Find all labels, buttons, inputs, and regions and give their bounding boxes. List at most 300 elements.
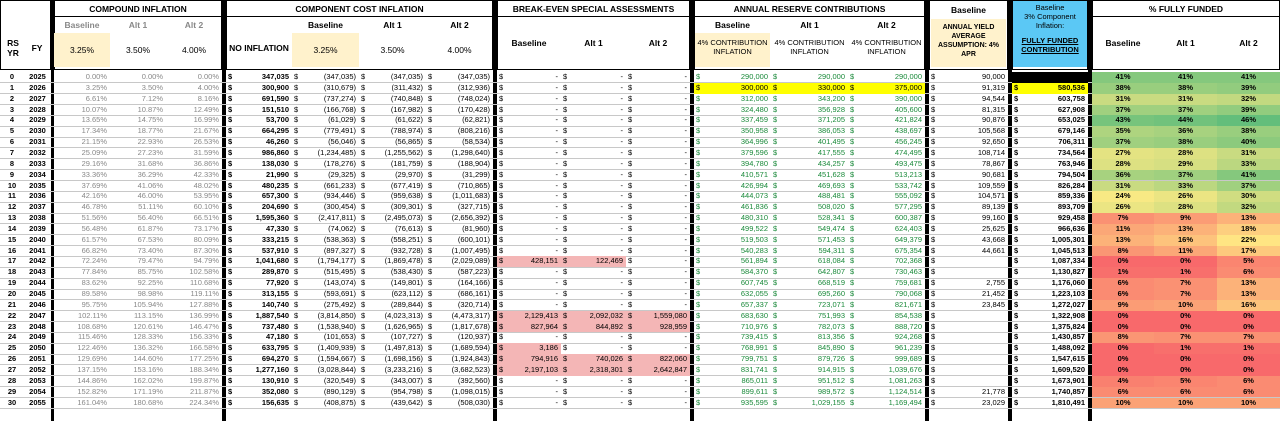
cost-inflated-value: (538,430) (390, 267, 423, 277)
dollar-sign: $ (294, 223, 299, 233)
dollar-sign: $ (563, 82, 568, 92)
pct-fully-funded (1154, 289, 1217, 300)
break-even-assessment-value: - (620, 137, 623, 147)
compound-inflation (110, 354, 166, 365)
fully-funded-contribution-value: 794,504 (1057, 169, 1085, 179)
compound-inflation (166, 105, 222, 116)
reserve-contribution (771, 213, 848, 224)
dollar-sign: $ (563, 234, 568, 244)
dollar-sign: $ (931, 321, 936, 331)
break-even-assessment-value: - (684, 256, 687, 266)
cost-no-inflation (226, 191, 292, 202)
reserve-contribution (848, 148, 925, 159)
reserve-contribution (771, 343, 848, 354)
cost-inflated-value: (2,029,089) (451, 256, 490, 266)
compound-inflation (166, 376, 222, 387)
cost-inflated (359, 343, 426, 354)
reserve-contribution (771, 72, 848, 83)
cost-inflated-value: (170,428) (457, 104, 490, 114)
cost-inflated (292, 246, 359, 257)
pct-fully-funded-value: 13% (1115, 234, 1131, 244)
dollar-sign: $ (294, 147, 299, 157)
pct-fully-funded-value: 10% (1177, 397, 1193, 407)
break-even-assessment-value: - (555, 289, 558, 298)
break-even-assessment-value: - (620, 343, 623, 353)
break-even-assessment (497, 181, 561, 192)
fully-funded-contribution-value: 1,488,092 (1051, 343, 1085, 353)
pct-fully-funded-value: 5% (1180, 375, 1191, 385)
pct-fully-funded (1092, 137, 1154, 148)
dollar-sign: $ (228, 278, 233, 288)
compound-inflation (54, 289, 110, 300)
cost-inflated-value: (61,622) (395, 115, 423, 125)
compound-inflation (110, 235, 166, 246)
dollar-sign: $ (361, 104, 366, 114)
dollar-sign: $ (696, 375, 701, 385)
compound-inflation (110, 398, 166, 409)
compound-inflation-value: 89.58% (81, 289, 107, 298)
fy (24, 148, 51, 159)
annual-yield (929, 83, 1008, 94)
cost-inflated (426, 300, 493, 311)
reserve-contribution (694, 83, 771, 94)
dollar-sign: $ (931, 354, 936, 364)
cost-inflated-value: (897,327) (323, 245, 356, 255)
dollar-sign: $ (1014, 115, 1019, 125)
break-even-assessment-value: - (620, 375, 623, 385)
dollar-sign: $ (696, 278, 701, 288)
comp-rate-0: 3.25% (54, 33, 110, 67)
dollar-sign: $ (428, 115, 433, 125)
break-even-assessment-value: - (684, 82, 687, 92)
pct-fully-funded-value: 7% (1180, 289, 1191, 298)
break-even-assessment (561, 105, 626, 116)
break-even-assessment (497, 105, 561, 116)
break-even-assessment (561, 115, 626, 126)
fully-funded-contribution (1012, 343, 1088, 354)
compound-inflation-value: 136.32% (133, 343, 163, 353)
compound-inflation-value: 22.93% (137, 137, 163, 147)
fully-funded-contribution-value: 859,336 (1057, 191, 1085, 201)
cost-inflated (426, 289, 493, 300)
rs-yr (0, 289, 24, 300)
fully-funded-contribution-value: 893,709 (1057, 202, 1085, 212)
compound-inflation-value: 0.00% (197, 72, 219, 81)
cost-inflated (426, 322, 493, 333)
dollar-sign: $ (628, 364, 633, 374)
break-even-assessment-value: - (684, 180, 687, 190)
break-even-assessment-value: - (555, 137, 558, 147)
rs-yr-value: 3 (9, 104, 15, 114)
cost-inflated-value: (62,821) (462, 115, 490, 125)
dollar-sign: $ (228, 147, 233, 157)
dollar-sign: $ (294, 397, 299, 407)
reserve-contribution (694, 267, 771, 278)
pct-fully-funded-value: 0% (1117, 310, 1129, 320)
compound-inflation-value: 161.04% (77, 397, 107, 407)
reserve-contribution-value: 668,519 (817, 278, 845, 288)
dollar-sign: $ (628, 289, 633, 298)
cost-inflated (426, 213, 493, 224)
break-even-assessment-value: 122,469 (595, 256, 623, 266)
fully-funded-contribution (1012, 202, 1088, 213)
cost-inflated (292, 137, 359, 148)
rs-yr (0, 387, 24, 398)
break-even-assessment-value: - (684, 202, 687, 212)
pct-fully-funded (1217, 94, 1280, 105)
compound-inflation (110, 289, 166, 300)
cost-inflated (359, 289, 426, 300)
compound-inflation (110, 159, 166, 170)
dollar-sign: $ (773, 245, 778, 255)
dollar-sign: $ (228, 397, 233, 407)
reserve-contribution-value: 951,512 (817, 375, 845, 385)
compound-inflation (166, 289, 222, 300)
pct-fully-funded-value: 0% (1117, 364, 1129, 374)
dollar-sign: $ (428, 223, 433, 233)
pct-fully-funded-value: 10% (1115, 397, 1131, 407)
break-even-assessment-value: - (555, 375, 558, 385)
fy (24, 83, 51, 94)
cost-inflated (359, 72, 426, 83)
dollar-sign: $ (499, 354, 504, 364)
dollar-sign: $ (499, 158, 504, 168)
compound-inflation-value: 67.53% (137, 234, 163, 244)
pct-fully-funded-value: 11% (1115, 223, 1131, 233)
break-even-assessment (626, 300, 690, 311)
cost-inflated-value: (149,801) (390, 278, 423, 288)
cost-inflated (292, 332, 359, 343)
pct-fully-funded (1154, 148, 1217, 159)
compound-inflation (54, 83, 110, 94)
cost-inflated (426, 94, 493, 105)
dollar-sign: $ (294, 332, 299, 342)
reserve-contribution-value: 290,000 (894, 72, 922, 81)
annual-yield (929, 267, 1008, 278)
compound-inflation (110, 148, 166, 159)
dollar-sign: $ (499, 397, 504, 407)
reserve-contribution (848, 191, 925, 202)
cost-inflated (292, 300, 359, 311)
fy-value: 2038 (29, 213, 46, 223)
reserve-contribution (771, 126, 848, 137)
ff-header-box (1013, 1, 1087, 67)
dollar-sign: $ (361, 169, 366, 179)
cost-no-inflation (226, 159, 292, 170)
cost-header-1: Baseline (308, 20, 343, 30)
cost-no-inflation-value: 480,235 (261, 180, 289, 190)
break-even-assessment (626, 181, 690, 192)
reserve-contribution (694, 72, 771, 83)
fy (24, 105, 51, 116)
cost-inflated (359, 398, 426, 409)
ff-line-1: Baseline (1035, 3, 1065, 12)
compound-inflation (110, 105, 166, 116)
rs-yr-value: 13 (7, 213, 17, 223)
reserve-contribution-value: 474,495 (894, 147, 922, 157)
compound-inflation (110, 343, 166, 354)
fully-funded-contribution (1012, 191, 1088, 202)
break-even-assessment (561, 181, 626, 192)
pct-fully-funded (1154, 72, 1217, 83)
dollar-sign: $ (228, 93, 233, 103)
reserve-contribution (848, 300, 925, 311)
break-even-assessment (561, 289, 626, 300)
fy-value: 2049 (29, 332, 46, 342)
pct-fully-funded (1092, 202, 1154, 213)
cost-inflated-value: (558,251) (390, 234, 423, 244)
reserve-contribution (848, 256, 925, 267)
cost-no-inflation-value: 737,480 (261, 321, 289, 331)
reserve-contribution (848, 181, 925, 192)
reserve-contribution (848, 354, 925, 365)
fully-funded-contribution (1012, 224, 1088, 235)
annual-yield-value: 104,571 (977, 191, 1005, 201)
pct-fully-funded-value: 0% (1243, 364, 1254, 374)
annual-yield-value: 91,319 (982, 82, 1005, 92)
dollar-sign: $ (850, 115, 855, 125)
pct-fully-funded-value: 37% (1177, 169, 1193, 179)
break-even-assessment-value: - (555, 299, 558, 309)
dollar-sign: $ (628, 278, 633, 288)
dollar-sign: $ (563, 267, 568, 277)
cost-inflated-value: (347,035) (390, 72, 423, 81)
rs-yr-value: 30 (7, 397, 17, 407)
cost-inflated-value: (593,691) (323, 289, 356, 298)
rs-yr (0, 246, 24, 257)
break-even-assessment (626, 322, 690, 333)
fully-funded-contribution (1012, 115, 1088, 126)
cost-rate-1: 3.25% (292, 33, 359, 67)
cost-rate-2: 3.50% (380, 45, 405, 55)
compound-inflation-value: 115.46% (77, 332, 107, 342)
cost-inflated-value: (4,023,313) (384, 310, 423, 320)
pct-fully-funded-value: 13% (1177, 223, 1193, 233)
reserve-contribution (694, 354, 771, 365)
rs-yr (0, 267, 24, 278)
reserve-contribution (771, 159, 848, 170)
cost-no-inflation (226, 365, 292, 376)
cost-no-inflation-value: 204,690 (261, 202, 289, 212)
dollar-sign: $ (361, 343, 366, 353)
reserve-contribution-value: 657,337 (740, 299, 768, 309)
pct-fully-funded-value: 38% (1177, 137, 1193, 147)
res-header-2: Alt 2 (877, 20, 896, 30)
fy-value: 2055 (29, 397, 46, 407)
pct-fully-funded (1217, 191, 1280, 202)
break-even-assessment (626, 235, 690, 246)
reserve-contribution (694, 376, 771, 387)
reserve-contribution-value: 759,681 (894, 278, 922, 288)
annual-yield (929, 365, 1008, 376)
reserve-contribution-value: 1,169,494 (888, 397, 922, 407)
pct-fully-funded-value: 33% (1240, 158, 1256, 168)
fy (24, 170, 51, 181)
dollar-sign: $ (563, 397, 568, 407)
cost-inflated (426, 343, 493, 354)
cost-inflated (426, 115, 493, 126)
annual-yield-value: 44,661 (982, 245, 1005, 255)
reserve-contribution (848, 246, 925, 257)
dollar-sign: $ (361, 278, 366, 288)
dollar-sign: $ (696, 267, 701, 277)
rs-yr-value: 2 (9, 93, 15, 103)
break-even-assessment (626, 267, 690, 278)
dollar-sign: $ (1014, 93, 1019, 103)
compound-inflation-value: 51.11% (138, 202, 163, 212)
dollar-sign: $ (1014, 397, 1019, 407)
dollar-sign: $ (628, 234, 633, 244)
break-even-assessment (561, 246, 626, 257)
dollar-sign: $ (499, 223, 504, 233)
fy-value: 2036 (29, 191, 46, 201)
compound-inflation (110, 137, 166, 148)
dollar-sign: $ (428, 343, 433, 353)
cost-inflated-value: (538,363) (323, 234, 356, 244)
dollar-sign: $ (773, 202, 778, 212)
pct-fully-funded (1092, 191, 1154, 202)
break-even-assessment-value: - (555, 386, 558, 396)
compound-inflation-value: 72.24% (81, 256, 107, 266)
dollar-sign: $ (850, 223, 855, 233)
dollar-sign: $ (628, 223, 633, 233)
pct-fully-funded (1092, 289, 1154, 300)
dollar-sign: $ (773, 364, 778, 374)
pct-fully-funded (1092, 83, 1154, 94)
compound-inflation (110, 322, 166, 333)
fully-funded-contribution-value: 1,223,103 (1051, 289, 1085, 298)
compound-inflation-value: 73.17% (193, 223, 219, 233)
break-even-assessment (497, 332, 561, 343)
dollar-sign: $ (361, 364, 366, 374)
fy (24, 213, 51, 224)
break-even-assessment-value: - (555, 223, 558, 233)
pct-fully-funded (1092, 213, 1154, 224)
break-even-assessment-value: - (555, 126, 558, 136)
pct-fully-funded (1092, 365, 1154, 376)
cost-inflated-value: (932,728) (390, 245, 423, 255)
dollar-sign: $ (294, 256, 299, 266)
annual-yield (929, 343, 1008, 354)
break-even-assessment-value: - (684, 375, 687, 385)
reserve-contribution (694, 300, 771, 311)
fy-value: 2040 (29, 234, 46, 244)
dollar-sign: $ (628, 332, 633, 342)
reserve-contribution-value: 549,474 (817, 223, 845, 233)
pct-fully-funded-value: 30% (1240, 191, 1256, 201)
fy (24, 278, 51, 289)
cost-inflated (426, 365, 493, 376)
pct-fully-funded-value: 10% (1240, 397, 1256, 407)
reserve-contribution-value: 999,689 (894, 354, 922, 364)
pct-fully-funded (1154, 354, 1217, 365)
dollar-sign: $ (1014, 278, 1019, 288)
dollar-sign: $ (773, 397, 778, 407)
compound-inflation (110, 126, 166, 137)
cost-no-inflation (226, 354, 292, 365)
dollar-sign: $ (428, 321, 433, 331)
fy-value: 2054 (29, 386, 46, 396)
cost-inflated (292, 213, 359, 224)
pct-fully-funded-value: 39% (1240, 104, 1256, 114)
compound-inflation-value: 162.02% (133, 375, 163, 385)
dollar-sign: $ (1014, 169, 1019, 179)
pct-fully-funded-value: 11% (1178, 245, 1193, 255)
dollar-sign: $ (361, 202, 366, 212)
break-even-assessment-value: - (555, 115, 558, 125)
dollar-sign: $ (1014, 267, 1019, 277)
fully-funded-contribution (1012, 94, 1088, 105)
pct-fully-funded-value: 31% (1177, 93, 1193, 103)
break-even-assessment (497, 311, 561, 322)
pct-fully-funded (1092, 300, 1154, 311)
compound-inflation (54, 278, 110, 289)
compound-inflation-value: 166.58% (189, 343, 219, 353)
rs-yr-value: 22 (7, 310, 17, 320)
compound-inflation-value: 102.11% (77, 310, 107, 320)
compound-inflation-value: 122.46% (77, 343, 107, 353)
dollar-sign: $ (773, 115, 778, 125)
dollar-sign: $ (428, 364, 433, 374)
pct-fully-funded (1217, 398, 1280, 409)
break-even-assessment (561, 332, 626, 343)
rs-yr (0, 278, 24, 289)
compound-inflation-value: 31.59% (193, 147, 219, 157)
break-even-assessment-value: - (620, 180, 623, 190)
cost-inflated (359, 300, 426, 311)
fully-funded-contribution-value: 763,946 (1057, 158, 1085, 168)
break-even-assessment (497, 322, 561, 333)
cost-no-inflation (226, 322, 292, 333)
pct-fully-funded (1217, 300, 1280, 311)
compound-inflation (166, 213, 222, 224)
compound-inflation-value: 188.34% (189, 364, 219, 374)
dollar-sign: $ (499, 137, 504, 147)
compound-inflation-value: 41.06% (137, 180, 163, 190)
reserve-contribution-value: 961,239 (894, 343, 922, 353)
rs-yr (0, 213, 24, 224)
dollar-sign: $ (628, 158, 633, 168)
cost-no-inflation-value: 691,590 (261, 93, 289, 103)
dollar-sign: $ (773, 343, 778, 353)
pct-fully-funded (1092, 126, 1154, 137)
reserve-contribution-value: 1,124,514 (888, 386, 922, 396)
compound-inflation (54, 181, 110, 192)
break-even-assessment-value: - (684, 397, 687, 407)
compound-inflation (54, 213, 110, 224)
cost-inflated (359, 202, 426, 213)
pct-fully-funded-value: 29% (1177, 158, 1193, 168)
reserve-contribution-value: 528,341 (817, 213, 845, 223)
break-even-assessment-value: - (555, 278, 558, 288)
cost-inflated-value: (954,798) (390, 386, 423, 396)
annual-yield (929, 72, 1008, 83)
ff-line-2: 3% Component Inflation: (1024, 12, 1076, 30)
cost-no-inflation-value: 347,035 (261, 72, 289, 81)
dollar-sign: $ (563, 256, 568, 266)
reserve-contribution (848, 213, 925, 224)
rs-yr-value: 20 (7, 289, 17, 298)
dollar-sign: $ (361, 289, 366, 298)
break-even-assessment (626, 246, 690, 257)
annual-yield-value: 43,668 (982, 234, 1005, 244)
dollar-sign: $ (696, 289, 701, 298)
dollar-sign: $ (850, 321, 855, 331)
cost-inflated-value: (515,495) (323, 267, 356, 277)
fy (24, 126, 51, 137)
break-even-assessment (626, 387, 690, 398)
dollar-sign: $ (1014, 245, 1019, 255)
